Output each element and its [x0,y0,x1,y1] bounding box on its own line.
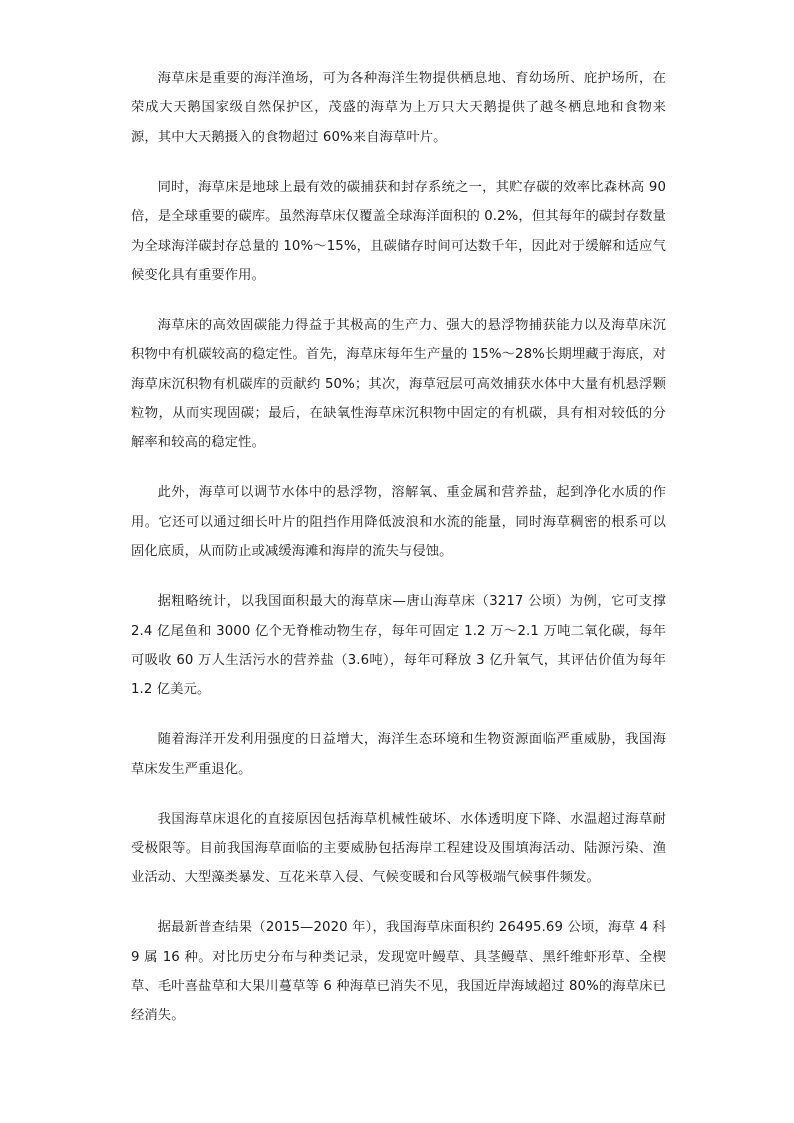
paragraph-carbon-fixation: 海草床的高效固碳能力得益于其极高的生产力、强大的悬浮物捕获能力以及海草床沉积物中有机碳较高的稳定性。首先，海草床每年生产量的 15%～28%长期埋藏于海底，对海草床沉积物有机碳库的贡献约 50%；其次，海草冠层可高效捕获水体中大量有机悬浮颗粒物，从而实现固碳；最后，在缺氧性海草床沉积物中固定的有机碳，具有相对较低的分解率和较高的稳定性。 [131,317,666,451]
paragraph-survey-results: 据最新普查结果（2015—2020 年），我国海草床面积约 26495.69 公顷，海草 4 科 9 属 16 种。对比历史分布与种类记录，发现宽叶鳗草、具茎鳗草、黑纤维虾形草、全楔草、毛叶喜盐草和大果川蔓草等 6 种海草已消失不见，我国近岸海域超过 80%的海草床已经消失。 [131,920,666,1024]
paragraph-degradation-causes: 我国海草床退化的直接原因包括海草机械性破坏、水体透明度下降、水温超过海草耐受极限等。目前我国海草面临的主要威胁包括海岸工程建设及围填海活动、陆源污染、渔业活动、大型藻类暴发、互花米草入侵、气候变暖和台风等极端气候事件频发。 [131,811,666,886]
paragraph-tangshan-statistics: 据粗略统计，以我国面积最大的海草床—唐山海草床（3217 公顷）为例，它可支撑 2.4 亿尾鱼和 3000 亿个无脊椎动物生存，每年可固定 1.2 万～2.1 万吨二氧化碳，每年可吸收 60 万人生活污水的营养盐（3.6吨），每年可释放 3 亿升氧气，其评估价值为每年 1.2 亿美元。 [131,594,666,698]
paragraph-water-purification: 此外，海草可以调节水体中的悬浮物，溶解氧、重金属和营养盐，起到净化水质的作用。它还可以通过细长叶片的阻挡作用降低波浪和水流的能量，同时海草稠密的根系可以固化底质，从而防止或减缓海滩和海岸的流失与侵蚀。 [131,485,666,560]
paragraph-seagrass-fishery: 海草床是重要的海洋渔场，可为各种海洋生物提供栖息地、育幼场所、庇护场所，在荣成大天鹅国家级自然保护区，茂盛的海草为上万只大天鹅提供了越冬栖息地和食物来源，其中大天鹅摄入的食物超过 60%来自海草叶片。 [131,71,666,145]
paragraph-degradation: 随着海洋开发利用强度的日益增大，海洋生态环境和生物资源面临严重威胁，我国海草床发生严重退化。 [131,732,666,777]
paragraph-carbon-sink: 同时，海草床是地球上最有效的碳捕获和封存系统之一，其贮存碳的效率比森林高 90 倍，是全球重要的碳库。虽然海草床仅覆盖全球海洋面积的 0.2%，但其每年的碳封存数量为全球海洋碳封存总量的 10%～15%，且碳储存时间可达数千年，因此对于缓解和适应气候变化具有重要作用。 [131,179,666,283]
article-body [131,64,666,1051]
